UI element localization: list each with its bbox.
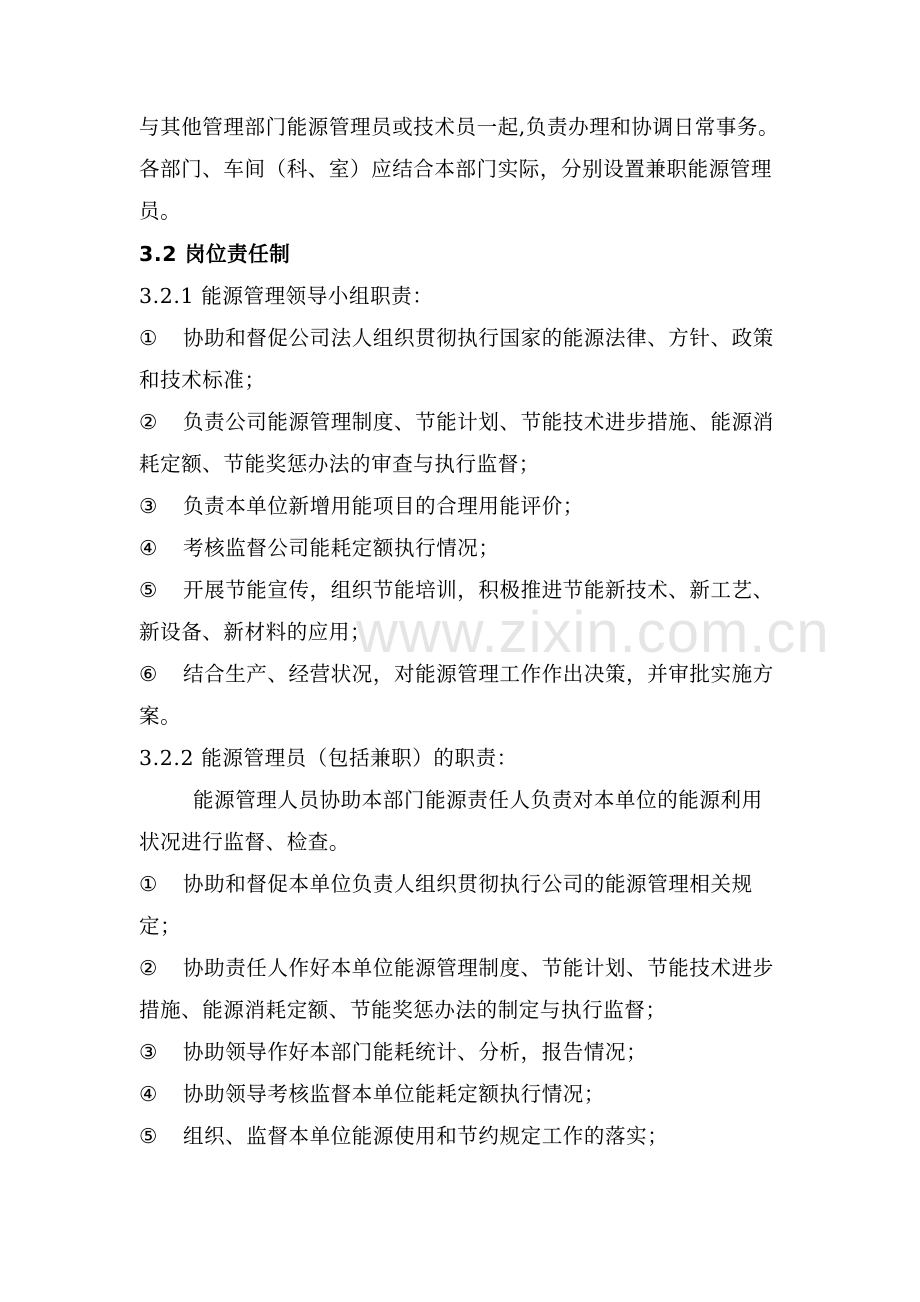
list-marker: ⑤ xyxy=(139,578,158,602)
list-marker: ② xyxy=(139,410,158,434)
subsection-heading: 3.2.1 能源管理领导小组职责： xyxy=(139,284,434,308)
list-item: ⑤ 组织、监督本单位能源使用和节约规定工作的落实； xyxy=(139,1124,669,1148)
list-marker: ④ xyxy=(139,1082,158,1106)
list-item: ② 协助责任人作好本单位能源管理制度、节能计划、节能技术进步 xyxy=(139,956,774,980)
text-line: 与其他管理部门能源管理员或技术员一起,负责办理和协调日常事务。 xyxy=(139,115,780,139)
text-line: 案。 xyxy=(139,704,182,728)
list-item: ③ 负责本单位新增用能项目的合理用能评价； xyxy=(139,494,584,518)
list-marker: ⑥ xyxy=(139,662,158,686)
list-item: ③ 协助领导作好本部门能耗统计、分析，报告情况； xyxy=(139,1040,648,1064)
list-marker: ③ xyxy=(139,1040,158,1064)
text-line: 各部门、车间（科、室）应结合本部门实际，分别设置兼职能源管理 xyxy=(139,157,772,181)
list-item: ④ 协助领导考核监督本单位能耗定额执行情况； xyxy=(139,1082,605,1106)
list-marker: ① xyxy=(139,872,158,896)
text-line: 和技术标准； xyxy=(139,368,266,392)
text-line: 措施、能源消耗定额、节能奖惩办法的制定与执行监督； xyxy=(139,998,667,1022)
list-marker: ① xyxy=(139,326,158,350)
text-line: 耗定额、节能奖惩办法的审查与执行监督； xyxy=(139,452,540,476)
text-line: 状况进行监督、检查。 xyxy=(139,830,350,854)
text-line: 定； xyxy=(139,914,182,938)
text-line: 员。 xyxy=(139,199,182,223)
list-item: ① 协助和督促公司法人组织贯彻执行国家的能源法律、方针、政策 xyxy=(139,326,774,350)
text-line: 能源管理人员协助本部门能源责任人负责对本单位的能源利用 xyxy=(193,788,763,812)
list-item: ① 协助和督促本单位负责人组织贯彻执行公司的能源管理相关规 xyxy=(139,872,753,896)
list-item: ② 负责公司能源管理制度、节能计划、节能技术进步措施、能源消 xyxy=(139,410,774,434)
list-marker: ⑤ xyxy=(139,1124,158,1148)
list-item: ⑤ 开展节能宣传，组织节能培训，积极推进节能新技术、新工艺、 xyxy=(139,578,774,602)
list-marker: ④ xyxy=(139,536,158,560)
list-item: ④ 考核监督公司能耗定额执行情况； xyxy=(139,536,500,560)
text-line: 新设备、新材料的应用； xyxy=(139,620,372,644)
section-heading: 3.2 岗位责任制 xyxy=(139,242,291,266)
list-marker: ③ xyxy=(139,494,158,518)
list-marker: ② xyxy=(139,956,158,980)
watermark: www.zixin.com.cn xyxy=(356,600,830,665)
list-item: ⑥ 结合生产、经营状况，对能源管理工作作出决策，并审批实施方 xyxy=(139,662,774,686)
subsection-heading: 3.2.2 能源管理员（包括兼职）的职责： xyxy=(139,746,518,770)
